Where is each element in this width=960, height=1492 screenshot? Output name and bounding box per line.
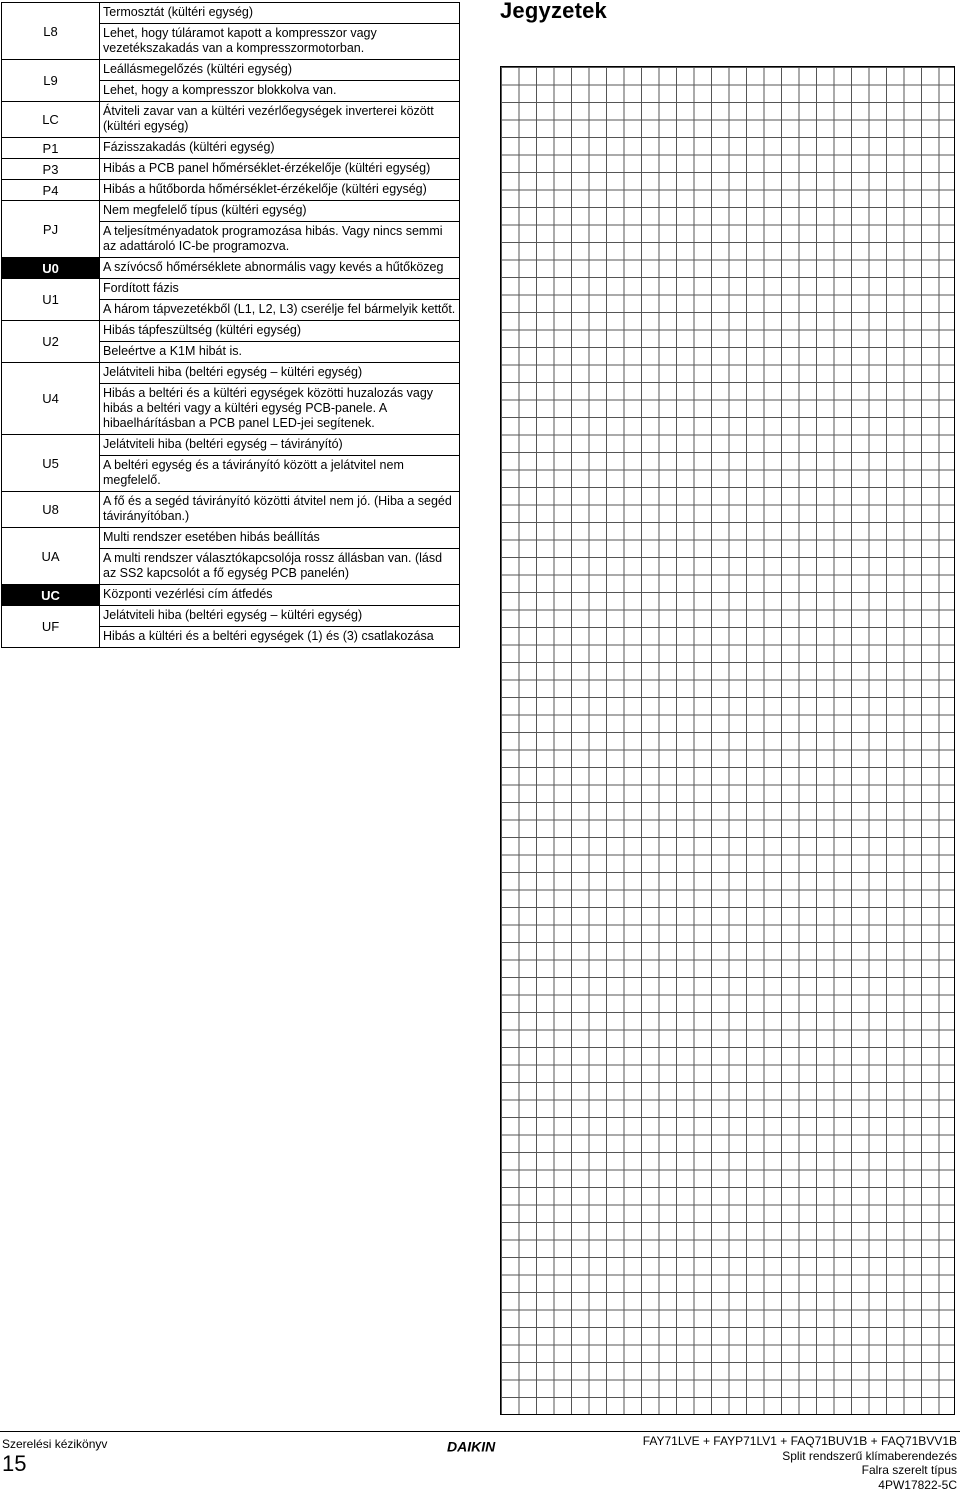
error-code: L8 [2, 3, 100, 60]
error-code-table [1, 2, 460, 648]
description-line: Jelátviteli hiba (beltéri egység – távirányító) [100, 435, 459, 455]
daikin-logo-text: DAIKIN [447, 1439, 496, 1453]
error-code: P3 [2, 159, 100, 180]
error-code: UA [2, 528, 100, 585]
footer-doc-id: 4PW17822-5C [643, 1478, 957, 1492]
error-code: U4 [2, 363, 100, 435]
table-row [2, 435, 460, 492]
description-line: Termosztát (kültéri egység) [100, 3, 459, 23]
description-line: A három tápvezetékből (L1, L2, L3) cserélje fel bármelyik kettőt. [100, 299, 459, 320]
description-line: A beltéri egység és a távirányító között a jelátvitel nem megfelelő. [100, 455, 459, 491]
description-line: Központi vezérlési cím átfedés [100, 585, 459, 605]
error-code: UC [2, 585, 100, 606]
error-description [100, 60, 460, 102]
table-row [2, 585, 460, 606]
error-description [100, 321, 460, 363]
table-row [2, 3, 460, 60]
description-line: Beleértve a K1M hibát is. [100, 341, 459, 362]
error-code: U5 [2, 435, 100, 492]
error-description [100, 435, 460, 492]
description-line: Lehet, hogy a kompresszor blokkolva van. [100, 80, 459, 101]
description-line: Fázisszakadás (kültéri egység) [100, 138, 459, 158]
description-line: Hibás tápfeszültség (kültéri egység) [100, 321, 459, 341]
description-line: Nem megfelelő típus (kültéri egység) [100, 201, 459, 221]
notes-title: Jegyzetek [500, 0, 607, 24]
footer-system: Split rendszerű klímaberendezés [643, 1449, 957, 1464]
error-description [100, 3, 460, 60]
error-description [100, 585, 460, 606]
description-line: A fő és a segéd távirányító közötti átvitel nem jó. (Hiba a segéd távirányítóban.) [100, 492, 459, 527]
footer-divider [0, 1431, 960, 1432]
description-line: Lehet, hogy túláramot kapott a kompresszor vagy vezetékszakadás van a kompresszormotorban. [100, 23, 459, 59]
description-line: Hibás a hűtőborda hőmérséklet-érzékelője (kültéri egység) [100, 180, 459, 200]
error-code: UF [2, 606, 100, 648]
error-description [100, 201, 460, 258]
error-description [100, 258, 460, 279]
description-line: Jelátviteli hiba (beltéri egység – kültéri egység) [100, 606, 459, 626]
description-line: Jelátviteli hiba (beltéri egység – kültéri egység) [100, 363, 459, 383]
footer-product-info [643, 1434, 957, 1492]
table-row [2, 258, 460, 279]
description-line: Hibás a kültéri és a beltéri egységek (1) és (3) csatlakozása [100, 626, 459, 647]
description-line: Leállásmegelőzés (kültéri egység) [100, 60, 459, 80]
error-description [100, 492, 460, 528]
footer-mount-type: Falra szerelt típus [643, 1463, 957, 1478]
description-line: Hibás a PCB panel hőmérséklet-érzékelője (kültéri egység) [100, 159, 459, 179]
table-row [2, 201, 460, 258]
error-description [100, 606, 460, 648]
manual-title: Szerelési kézikönyv [2, 1437, 107, 1451]
table-row [2, 159, 460, 180]
error-description [100, 528, 460, 585]
description-line: Átviteli zavar van a kültéri vezérlőegységek inverterei között (kültéri egység) [100, 102, 459, 137]
error-code: P1 [2, 138, 100, 159]
error-code: U2 [2, 321, 100, 363]
description-line: Fordított fázis [100, 279, 459, 299]
footer-models: FAY71LVE + FAYP71LV1 + FAQ71BUV1B + FAQ71BVV1B [643, 1434, 957, 1449]
error-description [100, 138, 460, 159]
error-code: P4 [2, 180, 100, 201]
error-code: U0 [2, 258, 100, 279]
table-row [2, 138, 460, 159]
daikin-logo [447, 1439, 519, 1453]
table-row [2, 321, 460, 363]
error-description [100, 363, 460, 435]
description-line: Hibás a beltéri és a kültéri egységek közötti huzalozás vagy hibás a beltéri vagy a kültéri egység PCB-panele. A hibaelhárításban a PCB panel LED-jei segítenek. [100, 383, 459, 434]
error-description [100, 180, 460, 201]
table-row [2, 279, 460, 321]
error-description [100, 159, 460, 180]
table-row [2, 528, 460, 585]
error-code: PJ [2, 201, 100, 258]
table-row [2, 180, 460, 201]
description-line: Multi rendszer esetében hibás beállítás [100, 528, 459, 548]
error-code: U1 [2, 279, 100, 321]
error-code: L9 [2, 60, 100, 102]
table-row [2, 606, 460, 648]
error-description [100, 102, 460, 138]
table-row [2, 363, 460, 435]
error-description [100, 279, 460, 321]
table-row [2, 60, 460, 102]
table-row [2, 102, 460, 138]
description-line: A teljesítményadatok programozása hibás. Vagy nincs semmi az adattároló IC-be programozva. [100, 221, 459, 257]
error-code: U8 [2, 492, 100, 528]
notes-grid [500, 66, 955, 1415]
error-code: LC [2, 102, 100, 138]
page-number: 15 [2, 1451, 26, 1477]
table-row [2, 492, 460, 528]
description-line: A multi rendszer választókapcsolója rossz állásban van. (lásd az SS2 kapcsolót a fő egység PCB panelén) [100, 548, 459, 584]
description-line: A szívócső hőmérséklete abnormális vagy kevés a hűtőközeg [100, 258, 459, 278]
